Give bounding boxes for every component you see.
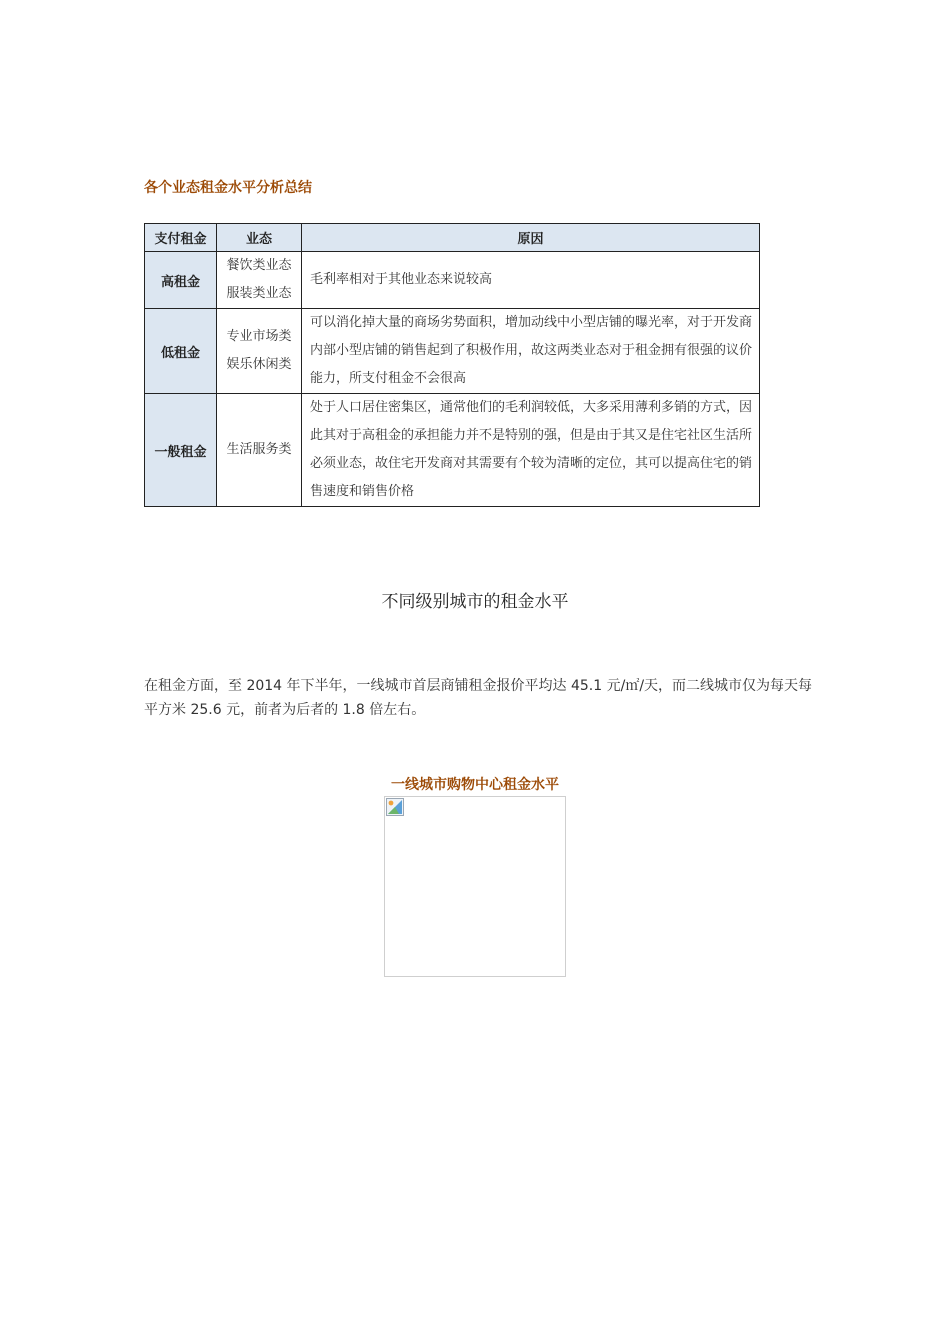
section-title: 各个业态租金水平分析总结 [144,180,312,196]
row-reason: 可以消化掉大量的商场劣势面积，增加动线中小型店铺的曝光率，对于开发商内部小型店铺的销售起到了积极作用，故这两类业态对于租金拥有很强的议价能力，所支付租金不会很高 [302,309,760,394]
row-category: 高租金 [145,252,217,309]
header-rent: 支付租金 [145,224,217,252]
format-item: 餐饮类业态 [226,258,292,273]
table-row [145,252,760,309]
rent-analysis-table [144,223,760,507]
header-format: 业态 [217,224,302,252]
row-reason: 处于人口居住密集区，通常他们的毛利润较低，大多采用薄利多销的方式，因此其对于高租金的承担能力并不是特别的强，但是由于其又是住宅社区生活所必须业态，故住宅开发商对其需要有个较为清晰的定位，其可以提高住宅的销售速度和销售价格 [302,394,760,507]
format-item: 娱乐休闲类 [226,357,292,372]
row-formats [217,394,302,507]
city-rent-subheading: 不同级别城市的租金水平 [381,592,569,612]
header-reason: 原因 [302,224,760,252]
table-row [145,309,760,394]
format-item: 服装类业态 [226,286,292,301]
rent-paragraph: 在租金方面，至 2014 年下半年，一线城市首层商铺租金报价平均达 45.1 元/㎡/天，而二线城市仅为每天每平方米 25.6 元，前者为后者的 1.8 倍左右。 [144,678,813,718]
table-header-row [145,224,760,252]
table-row [145,394,760,507]
row-formats [217,252,302,309]
broken-image-icon [386,798,404,816]
row-category: 低租金 [145,309,217,394]
row-reason: 毛利率相对于其他业态来说较高 [302,252,760,309]
format-item: 生活服务类 [226,442,292,457]
chart-caption: 一线城市购物中心租金水平 [391,777,559,793]
row-formats [217,309,302,394]
row-category: 一般租金 [145,394,217,507]
chart-image-placeholder [384,796,566,977]
format-item: 专业市场类 [226,329,292,344]
